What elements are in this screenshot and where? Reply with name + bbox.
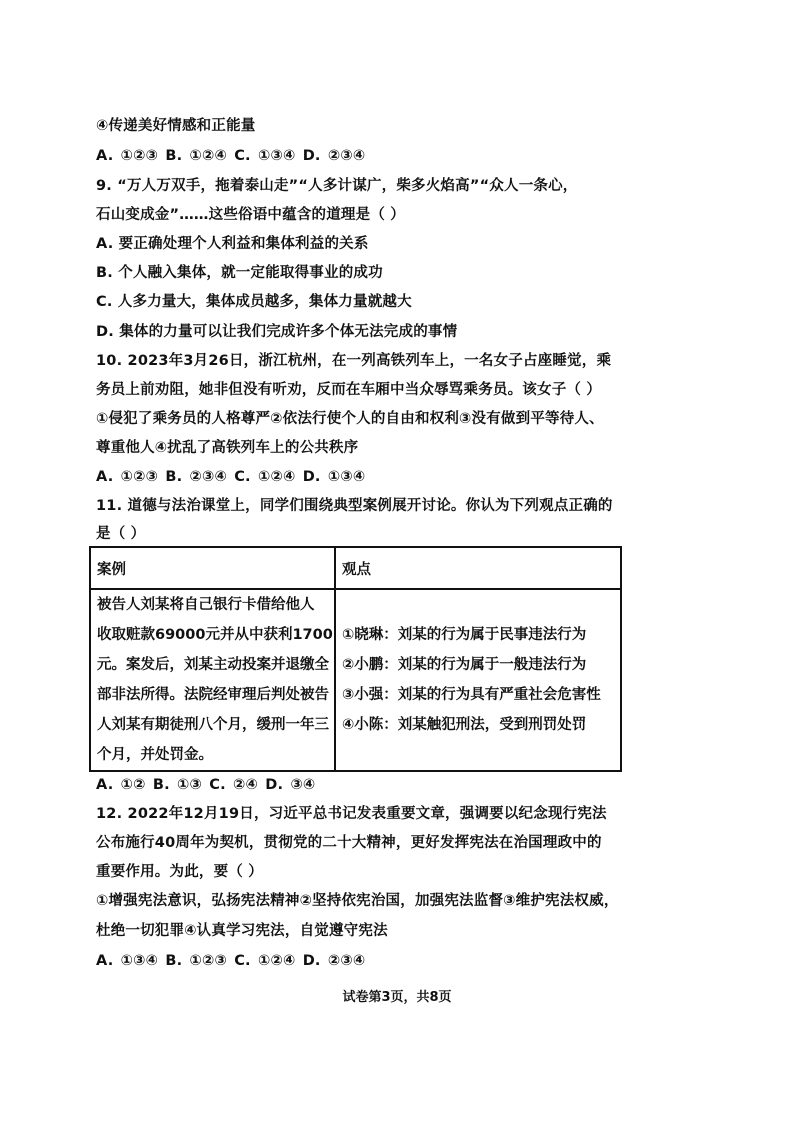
q12-stem-2: 公布施行40周年为契机，贯彻党的二十大精神，更好发挥宪法在治国理政中的 <box>96 835 602 851</box>
q8-options: A. ①②③ B. ①②④ C. ①③④ D. ②③④ <box>96 148 366 164</box>
page-footer: 试卷第3页，共8页 <box>342 990 452 1005</box>
view-line: ③小强：刘某的行为具有严重社会危害性 <box>342 687 601 703</box>
q8-item4: ④传递美好情感和正能量 <box>96 118 256 134</box>
q12-items-1: ①增强宪法意识，弘扬宪法精神②坚持依宪治国，加强宪法监督③维护宪法权威， <box>96 893 619 909</box>
q11-stem-2: 是（ ） <box>96 526 146 542</box>
q12-stem-1: 12. 2022年12月19日，习近平总书记发表重要文章，强调要以纪念现行宪法 <box>96 806 607 822</box>
q11-options: A. ①② B. ①③ C. ②④ D. ③④ <box>96 777 316 793</box>
case-cell <box>90 589 335 771</box>
q9-stem-2: 石山变成金”……这些俗语中蕴含的道理是（ ） <box>96 207 405 223</box>
case-line: 元。案发后，刘某主动投案并退缴全 <box>97 657 329 673</box>
case-table <box>89 546 622 772</box>
q9-option-a: A. 要正确处理个人利益和集体利益的关系 <box>96 236 369 252</box>
view-cell <box>335 589 621 771</box>
q9-stem-1: 9. “万人万双手，拖着泰山走”“人多计谋广，柴多火焰高”“众人一条心， <box>96 178 578 194</box>
q10-stem-1: 10. 2023年3月26日，浙江杭州，在一列高铁列车上，一名女子占座睡觉，乘 <box>96 353 612 369</box>
q10-options: A. ①②③ B. ②③④ C. ①②④ D. ①③④ <box>96 469 366 485</box>
q12-items-2: 杜绝一切犯罪④认真学习宪法，自觉遵守宪法 <box>96 923 388 939</box>
view-line: ②小鹏：刘某的行为属于一般违法行为 <box>342 657 587 673</box>
table-header-row <box>90 547 621 589</box>
q10-stem-2: 务员上前劝阻，她非但没有听劝，反而在车厢中当众辱骂乘务员。该女子（ ） <box>96 382 602 398</box>
q11-stem-1: 11. 道德与法治课堂上，同学们围绕典型案例展开讨论。你认为下列观点正确的 <box>96 498 613 514</box>
case-line: 部非法所得。法院经审理后判处被告 <box>97 687 329 703</box>
q9-option-b: B. 个人融入集体，就一定能取得事业的成功 <box>96 265 383 281</box>
case-line: 被告人刘某将自己银行卡借给他人 <box>97 597 315 613</box>
case-line: 个月，并处罚金。 <box>97 747 213 763</box>
q12-stem-3: 重要作用。为此，要（ ） <box>96 864 263 880</box>
q12-options: A. ①③④ B. ①②③ C. ①②④ D. ②③④ <box>96 953 366 969</box>
view-line: ④小陈：刘某触犯刑法，受到刑罚处罚 <box>342 717 587 733</box>
q10-items-2: 尊重他人④扰乱了高铁列车上的公共秩序 <box>96 440 359 456</box>
view-line: ①晓琳：刘某的行为属于民事违法行为 <box>342 627 587 643</box>
table-row <box>90 589 621 771</box>
table-header-case: 案例 <box>90 547 335 589</box>
case-line: 人刘某有期徒刑八个月，缓刑一年三 <box>97 717 329 733</box>
q10-items-1: ①侵犯了乘务员的人格尊严②依法行使个人的自由和权利③没有做到平等待人、 <box>96 411 604 427</box>
q9-option-c: C. 人多力量大，集体成员越多，集体力量就越大 <box>96 294 412 310</box>
case-line: 收取赃款69000元并从中获利1700 <box>97 627 333 643</box>
table-header-view: 观点 <box>335 547 621 589</box>
q9-option-d: D. 集体的力量可以让我们完成许多个体无法完成的事情 <box>96 324 458 340</box>
